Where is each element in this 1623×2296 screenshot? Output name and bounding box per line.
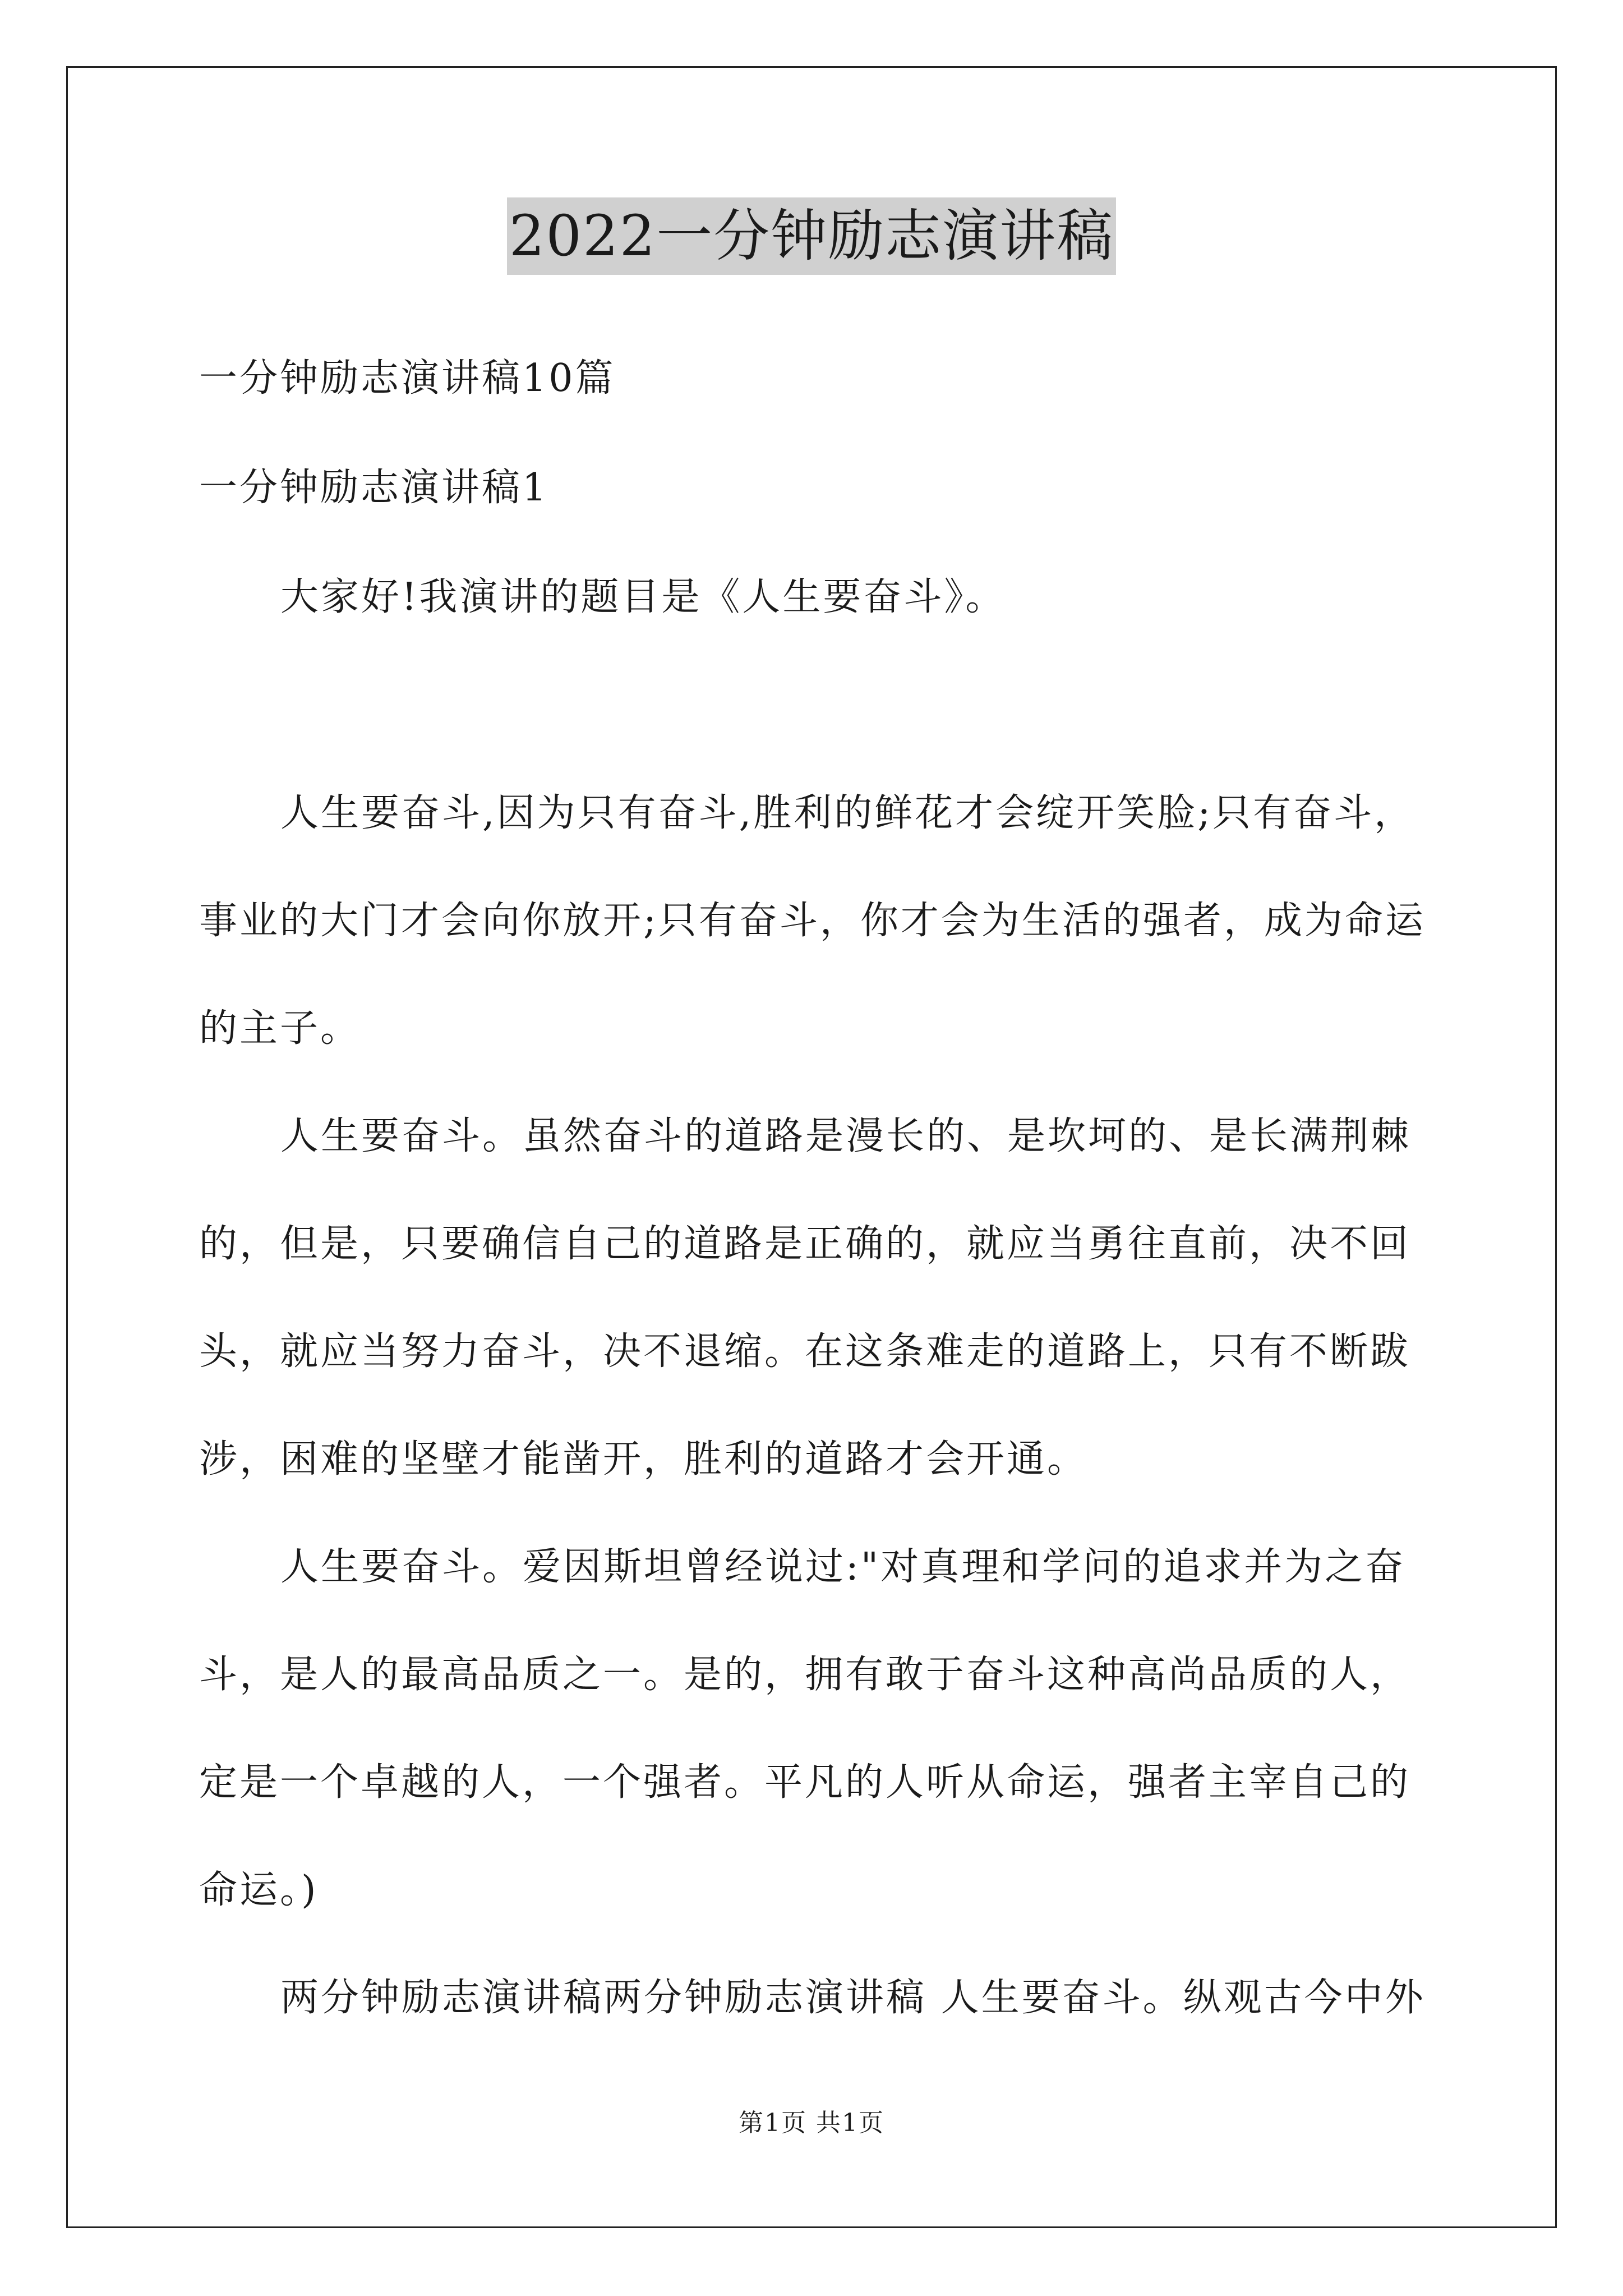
paragraph-line: 定是一个卓越的人，一个强者。平凡的人听从命运，强者主宰自己的 — [199, 1760, 1411, 1805]
paragraph-line: 命运。) — [199, 1868, 319, 1912]
paragraph-line: 斗，是人的最高品质之一。是的，拥有敢于奋斗这种高尚品质的人， — [199, 1653, 1411, 1697]
paragraph-line: 的，但是，只要确信自己的道路是正确的，就应当勇往直前，决不回 — [199, 1222, 1411, 1266]
title-container — [0, 197, 1623, 275]
page-footer: 第1页 共1页 — [739, 2109, 884, 2137]
paragraph-line: 涉，困难的坚壁才能凿开，胜利的道路才会开通。 — [199, 1437, 1088, 1481]
paragraph-line: 头，就应当努力奋斗，决不退缩。在这条难走的道路上，只有不断跋 — [199, 1329, 1411, 1374]
section-heading: 一分钟励志演讲稿1 — [199, 466, 549, 510]
paragraph-line: 人生要奋斗。虽然奋斗的道路是漫长的、是坎坷的、是长满荆棘 — [280, 1114, 1412, 1158]
paragraph-line: 大家好!我演讲的题目是《人生要奋斗》。 — [280, 575, 1006, 619]
paragraph-line: 人生要奋斗。爱因斯坦曾经说过:"对真理和学问的追求并为之奋 — [280, 1545, 1406, 1589]
paragraph-line: 事业的大门才会向你放开;只有奋斗，你才会为生活的强者，成为命运 — [199, 899, 1426, 943]
paragraph-line: 两分钟励志演讲稿两分钟励志演讲稿 人生要奋斗。纵观古今中外 — [280, 1976, 1426, 2020]
paragraph-line: 的主子。 — [199, 1006, 361, 1051]
paragraph-line: 人生要奋斗,因为只有奋斗,胜利的鲜花才会绽开笑脸;只有奋斗， — [280, 791, 1415, 835]
subtitle-line: 一分钟励志演讲稿10篇 — [199, 356, 616, 401]
document-title: 2022一分钟励志演讲稿 — [507, 197, 1117, 275]
